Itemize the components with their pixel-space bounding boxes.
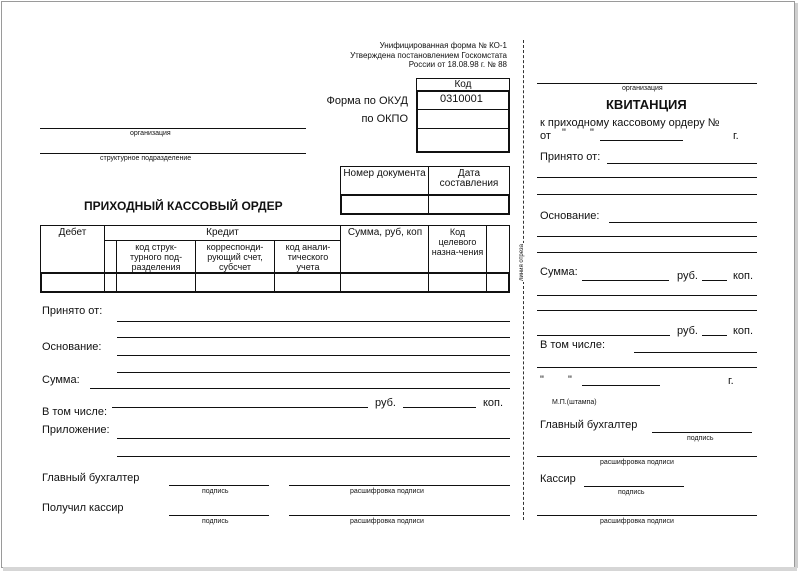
credit-correspondent-account-header: корреспонди-рующий счет, субсчет xyxy=(206,242,264,272)
receipt-sum-kop-label: коп. xyxy=(733,270,754,282)
credit-analytic-code-header: код анали-тического учета xyxy=(285,242,331,272)
attachment-line-1 xyxy=(117,438,510,439)
receipt-sum-line-2 xyxy=(537,295,757,296)
approval-line: Утверждена постановлением Госкомстата xyxy=(350,50,507,60)
receipt-date-quote-close: " xyxy=(590,127,594,139)
chief-signature-caption: подпись xyxy=(202,488,229,495)
receipt-basis-line-1 xyxy=(609,222,757,223)
accounting-table-row xyxy=(40,272,510,293)
receipt-sum-rub-label-2: руб. xyxy=(677,325,698,337)
receipt-cashier-decoding-caption: расшифровка подписи xyxy=(600,518,674,525)
table-col-6 xyxy=(428,225,429,293)
receipt-date2-quote-open: " xyxy=(540,374,544,386)
basis-label: Основание: xyxy=(42,341,102,353)
attachment-line-2 xyxy=(117,456,510,457)
attachment-label: Приложение: xyxy=(42,424,110,436)
sum-label: Сумма: xyxy=(42,374,80,386)
receipt-year-label: г. xyxy=(733,130,739,142)
receipt-including-line-2 xyxy=(537,367,757,368)
receipt-basis-line-3 xyxy=(537,252,757,253)
receipt-sum-kop-line xyxy=(702,280,727,281)
purpose-code-header: Код целевого назна-чения xyxy=(431,227,484,257)
codes-divider-1 xyxy=(418,109,508,110)
receipt-chief-signature-line xyxy=(652,432,752,433)
subdivision-caption: структурное подразделение xyxy=(100,155,192,162)
table-col-3 xyxy=(195,240,196,293)
receipt-subtitle: к приходному кассовому ордеру № xyxy=(540,117,720,129)
page-shadow-bottom xyxy=(3,567,797,571)
credit-subheader-line xyxy=(104,240,340,241)
receipt-date2-quote-close: " xyxy=(568,374,572,386)
receipt-received-from-label: Принято от: xyxy=(540,151,601,163)
cashier-signature-line xyxy=(169,515,269,516)
received-from-line-2 xyxy=(117,337,510,338)
receipt-received-from-line-3 xyxy=(537,194,757,195)
basis-line-1 xyxy=(117,355,510,356)
receipt-chief-decoding-line xyxy=(537,456,757,457)
cashier-received-label: Получил кассир xyxy=(42,502,124,514)
receipt-cashier-label: Кассир xyxy=(540,473,576,485)
receipt-sum-rub-line-2 xyxy=(537,335,670,336)
including-line xyxy=(112,407,368,408)
form-approval-header xyxy=(350,41,507,70)
okpo-label: по ОКПО xyxy=(361,113,408,125)
receipt-sum-label: Сумма: xyxy=(540,266,578,278)
okud-code-value: 0310001 xyxy=(440,93,483,105)
including-label: В том числе: xyxy=(42,406,108,418)
receipt-sum-rub-label: руб. xyxy=(677,270,698,282)
chief-decoding-caption: расшифровка подписи xyxy=(350,488,424,495)
receipt-date-line xyxy=(600,140,683,141)
organization-line xyxy=(40,128,306,129)
receipt-cashier-decoding-line xyxy=(537,515,757,516)
cashier-decoding-caption: расшифровка подписи xyxy=(350,518,424,525)
receipt-date-quote-open: " xyxy=(562,127,566,139)
code-header-label: Код xyxy=(454,79,472,90)
receipt-received-from-line-2 xyxy=(537,177,757,178)
receipt-chief-decoding-caption: расшифровка подписи xyxy=(600,459,674,466)
debit-header: Дебет xyxy=(58,227,87,238)
receipt-including-line-1 xyxy=(634,352,757,353)
doc-number-header: Номер документа xyxy=(343,168,426,179)
receipt-date2-year: г. xyxy=(728,375,734,387)
credit-header: Кредит xyxy=(206,227,239,238)
receipt-cashier-signature-line xyxy=(584,486,684,487)
received-from-line-1 xyxy=(117,321,510,322)
received-from-label: Принято от: xyxy=(42,305,103,317)
receipt-cashier-signature-caption: подпись xyxy=(618,489,645,496)
amount-header: Сумма, руб, коп xyxy=(347,227,423,238)
sum-line xyxy=(90,388,510,389)
form-code-line: Унифицированная форма № КО-1 xyxy=(379,41,507,50)
receipt-date2-line xyxy=(582,385,660,386)
stamp-label: М.П.(штампа) xyxy=(552,399,597,406)
chief-decoding-line xyxy=(289,485,510,486)
codes-divider-2 xyxy=(418,128,508,129)
cashier-decoding-line xyxy=(289,515,510,516)
chief-accountant-label: Главный бухгалтер xyxy=(42,472,140,484)
receipt-received-from-line-1 xyxy=(607,163,757,164)
receipt-sum-kop-label-2: коп. xyxy=(733,325,754,337)
kop-label: коп. xyxy=(483,397,504,409)
receipt-chief-signature-caption: подпись xyxy=(687,435,714,442)
chief-signature-line xyxy=(169,485,269,486)
receipt-basis-label: Основание: xyxy=(540,210,600,222)
doc-number-date-values xyxy=(340,194,510,215)
okud-label: Форма по ОКУД xyxy=(326,95,408,107)
receipt-including-label: В том числе: xyxy=(540,339,606,351)
order-title: ПРИХОДНЫЙ КАССОВЫЙ ОРДЕР xyxy=(84,199,283,213)
organization-caption: организация xyxy=(130,130,171,137)
receipt-chief-accountant-label: Главный бухгалтер xyxy=(540,419,638,431)
receipt-title: КВИТАНЦИЯ xyxy=(606,97,687,112)
table-col-5 xyxy=(340,225,341,293)
receipt-sum-kop-line-2 xyxy=(702,335,727,336)
receipt-sum-rub-line xyxy=(582,280,669,281)
receipt-sum-line-3 xyxy=(537,310,757,311)
receipt-from-label: от xyxy=(540,130,551,142)
doc-date-header: Дата составления xyxy=(439,168,499,189)
receipt-basis-line-2 xyxy=(537,236,757,237)
approval-date-line: России от 18.08.98 г. № 88 xyxy=(408,60,507,69)
kop-line xyxy=(403,407,476,408)
basis-line-2 xyxy=(117,372,510,373)
table-col-2 xyxy=(116,240,117,293)
table-col-7 xyxy=(486,225,487,293)
receipt-organization-caption: организация xyxy=(622,85,663,92)
table-col-4 xyxy=(274,240,275,293)
subdivision-line xyxy=(40,153,306,154)
cashier-signature-caption: подпись xyxy=(202,518,229,525)
cut-line-label: линия отреза xyxy=(519,243,525,281)
receipt-organization-line xyxy=(537,83,757,84)
rub-label: руб. xyxy=(375,397,396,409)
credit-structure-code-header: код струк-турного под-разделения xyxy=(129,242,183,272)
